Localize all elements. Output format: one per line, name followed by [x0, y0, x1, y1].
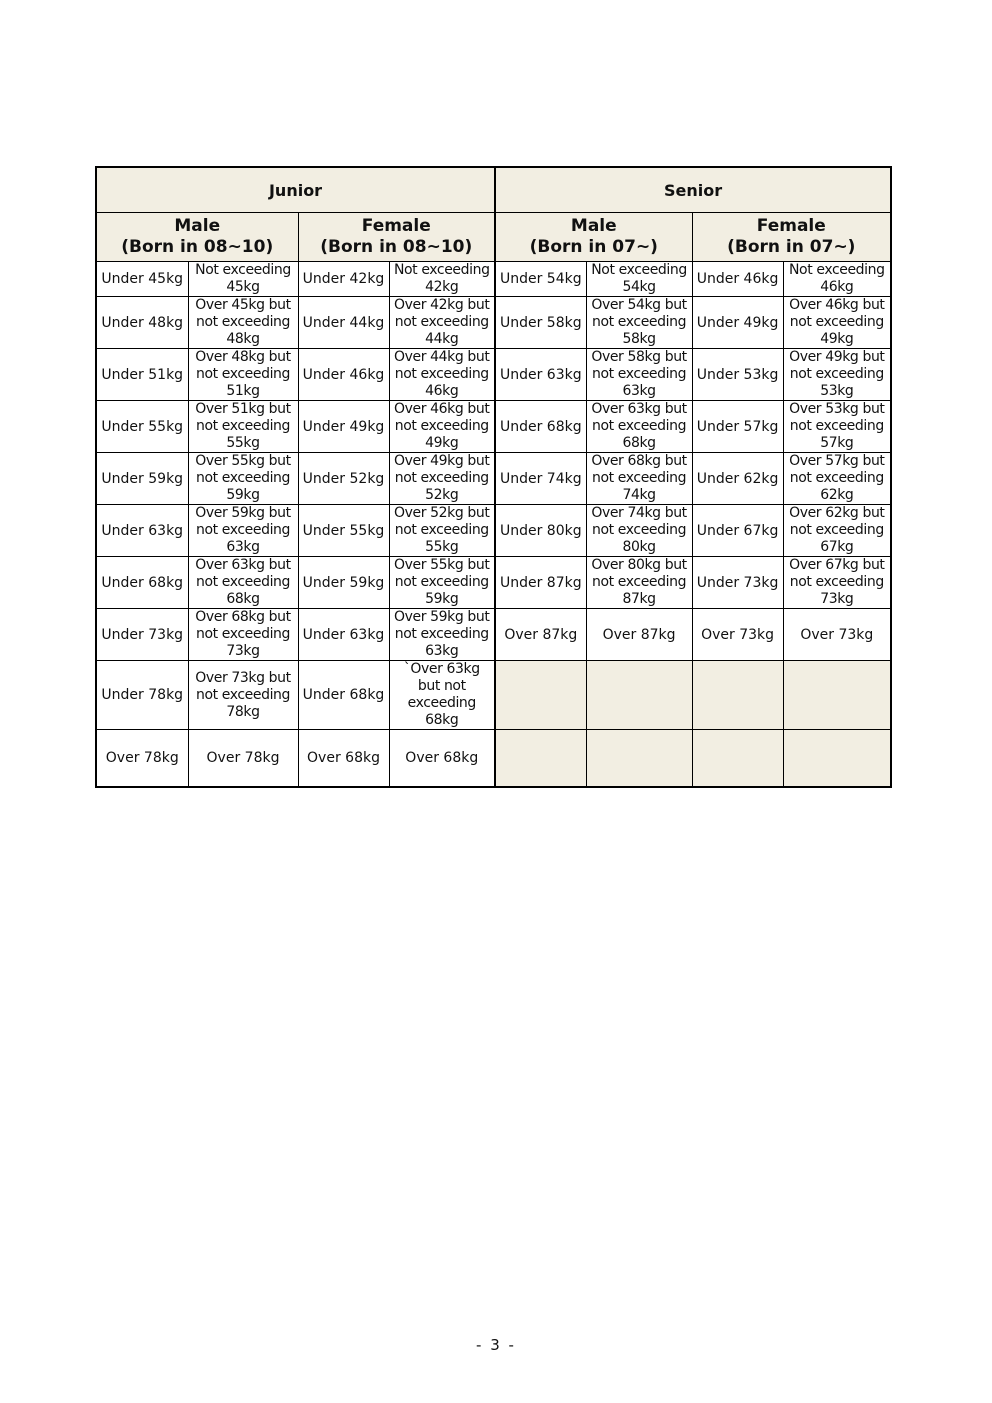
table-row — [96, 609, 891, 661]
weight-range-cell: Over 62kg but not exceeding 67kg — [783, 505, 891, 557]
sub-header-junior-male — [96, 213, 298, 262]
group-header-senior: Senior — [495, 167, 891, 213]
weight-range-cell: Over 55kg but not exceeding 59kg — [389, 557, 495, 609]
sub-header-senior-female — [692, 213, 891, 262]
page-number: - 3 - — [476, 1336, 516, 1354]
weight-limit-cell: Over 78kg — [96, 730, 188, 787]
weight-limit-cell: Under 48kg — [96, 297, 188, 349]
weight-range-cell: Over 68kg but not exceeding 73kg — [188, 609, 298, 661]
weight-limit-cell: Under 80kg — [495, 505, 586, 557]
weight-range-cell: Over 73kg but not exceeding 78kg — [188, 661, 298, 730]
weight-limit-cell: Under 42kg — [298, 262, 389, 297]
sub-header-senior-male — [495, 213, 692, 262]
table-body — [96, 262, 891, 787]
weight-range-cell: Over 46kg but not exceeding 49kg — [783, 297, 891, 349]
table-row — [96, 453, 891, 505]
weight-range-cell: Over 63kg but not exceeding 68kg — [586, 401, 692, 453]
empty-cell — [783, 661, 891, 730]
table-row — [96, 505, 891, 557]
weight-limit-cell: Under 58kg — [495, 297, 586, 349]
sub-header-born: (Born in 08~10) — [320, 237, 473, 257]
empty-cell — [783, 730, 891, 787]
empty-cell — [586, 730, 692, 787]
weight-limit-cell: Under 78kg — [96, 661, 188, 730]
weight-range-cell: Over 48kg but not exceeding 51kg — [188, 349, 298, 401]
weight-range-cell: `Over 63kg but not exceeding 68kg — [389, 661, 495, 730]
empty-cell — [495, 661, 586, 730]
weight-limit-cell: Under 68kg — [495, 401, 586, 453]
weight-range-cell: Over 67kg but not exceeding 73kg — [783, 557, 891, 609]
weight-limit-cell: Under 59kg — [96, 453, 188, 505]
table-row — [96, 730, 891, 787]
sub-header-born: (Born in 07~) — [727, 237, 856, 257]
weight-range-cell: Not exceeding 54kg — [586, 262, 692, 297]
group-header-junior: Junior — [96, 167, 495, 213]
sub-header-junior-female — [298, 213, 495, 262]
weight-limit-cell: Under 55kg — [298, 505, 389, 557]
sub-header-label: Male — [570, 216, 617, 236]
weight-range-cell: Over 87kg — [586, 609, 692, 661]
weight-limit-cell: Under 59kg — [298, 557, 389, 609]
weight-limit-cell: Under 45kg — [96, 262, 188, 297]
weight-limit-cell: Under 49kg — [692, 297, 783, 349]
empty-cell — [495, 730, 586, 787]
weight-range-cell: Over 53kg but not exceeding 57kg — [783, 401, 891, 453]
group-header-row — [96, 167, 891, 213]
empty-cell — [692, 661, 783, 730]
weight-limit-cell: Over 68kg — [298, 730, 389, 787]
weight-range-cell: Over 49kg but not exceeding 52kg — [389, 453, 495, 505]
weight-range-cell: Over 51kg but not exceeding 55kg — [188, 401, 298, 453]
weight-range-cell: Over 49kg but not exceeding 53kg — [783, 349, 891, 401]
table-row — [96, 557, 891, 609]
weight-range-cell: Over 57kg but not exceeding 62kg — [783, 453, 891, 505]
weight-limit-cell: Under 73kg — [692, 557, 783, 609]
table-row — [96, 262, 891, 297]
sub-header-born: (Born in 08~10) — [121, 237, 274, 257]
empty-cell — [586, 661, 692, 730]
weight-limit-cell: Under 63kg — [495, 349, 586, 401]
sub-header-label: Male — [174, 216, 221, 236]
weight-range-cell: Over 54kg but not exceeding 58kg — [586, 297, 692, 349]
weight-range-cell: Over 59kg but not exceeding 63kg — [188, 505, 298, 557]
weight-limit-cell: Under 51kg — [96, 349, 188, 401]
weight-range-cell: Over 52kg but not exceeding 55kg — [389, 505, 495, 557]
weight-limit-cell: Under 49kg — [298, 401, 389, 453]
weight-limit-cell: Over 87kg — [495, 609, 586, 661]
weight-limit-cell: Under 68kg — [96, 557, 188, 609]
weight-range-cell: Over 74kg but not exceeding 80kg — [586, 505, 692, 557]
weight-range-cell: Over 44kg but not exceeding 46kg — [389, 349, 495, 401]
weight-limit-cell: Under 68kg — [298, 661, 389, 730]
table-row — [96, 297, 891, 349]
weight-limit-cell: Under 63kg — [96, 505, 188, 557]
weight-limit-cell: Under 46kg — [298, 349, 389, 401]
weight-range-cell: Not exceeding 46kg — [783, 262, 891, 297]
weight-limit-cell: Under 67kg — [692, 505, 783, 557]
weight-range-cell: Over 68kg — [389, 730, 495, 787]
weight-limit-cell: Under 52kg — [298, 453, 389, 505]
table-row — [96, 401, 891, 453]
table-row — [96, 349, 891, 401]
weight-limit-cell: Under 62kg — [692, 453, 783, 505]
sub-header-born: (Born in 07~) — [529, 237, 658, 257]
weight-limit-cell: Under 54kg — [495, 262, 586, 297]
weight-limit-cell: Under 46kg — [692, 262, 783, 297]
table-row — [96, 661, 891, 730]
weight-range-cell: Over 55kg but not exceeding 59kg — [188, 453, 298, 505]
weight-limit-cell: Under 63kg — [298, 609, 389, 661]
sub-header-row — [96, 213, 891, 262]
weight-range-cell: Over 73kg — [783, 609, 891, 661]
weight-range-cell: Over 63kg but not exceeding 68kg — [188, 557, 298, 609]
weight-range-cell: Over 59kg but not exceeding 63kg — [389, 609, 495, 661]
weight-limit-cell: Under 53kg — [692, 349, 783, 401]
weight-range-cell: Over 68kg but not exceeding 74kg — [586, 453, 692, 505]
weight-limit-cell: Under 57kg — [692, 401, 783, 453]
weight-limit-cell: Under 55kg — [96, 401, 188, 453]
weight-range-cell: Over 78kg — [188, 730, 298, 787]
weight-range-cell: Over 46kg but not exceeding 49kg — [389, 401, 495, 453]
weight-range-cell: Over 80kg but not exceeding 87kg — [586, 557, 692, 609]
weight-limit-cell: Under 74kg — [495, 453, 586, 505]
weight-range-cell: Over 58kg but not exceeding 63kg — [586, 349, 692, 401]
sub-header-label: Female — [756, 216, 826, 236]
weight-range-cell: Over 45kg but not exceeding 48kg — [188, 297, 298, 349]
weight-range-cell: Over 42kg but not exceeding 44kg — [389, 297, 495, 349]
sub-header-label: Female — [361, 216, 431, 236]
weight-limit-cell: Under 73kg — [96, 609, 188, 661]
weight-limit-cell: Under 44kg — [298, 297, 389, 349]
weight-range-cell: Not exceeding 42kg — [389, 262, 495, 297]
weight-category-table — [95, 166, 892, 788]
weight-range-cell: Not exceeding 45kg — [188, 262, 298, 297]
weight-limit-cell: Over 73kg — [692, 609, 783, 661]
weight-limit-cell: Under 87kg — [495, 557, 586, 609]
empty-cell — [692, 730, 783, 787]
